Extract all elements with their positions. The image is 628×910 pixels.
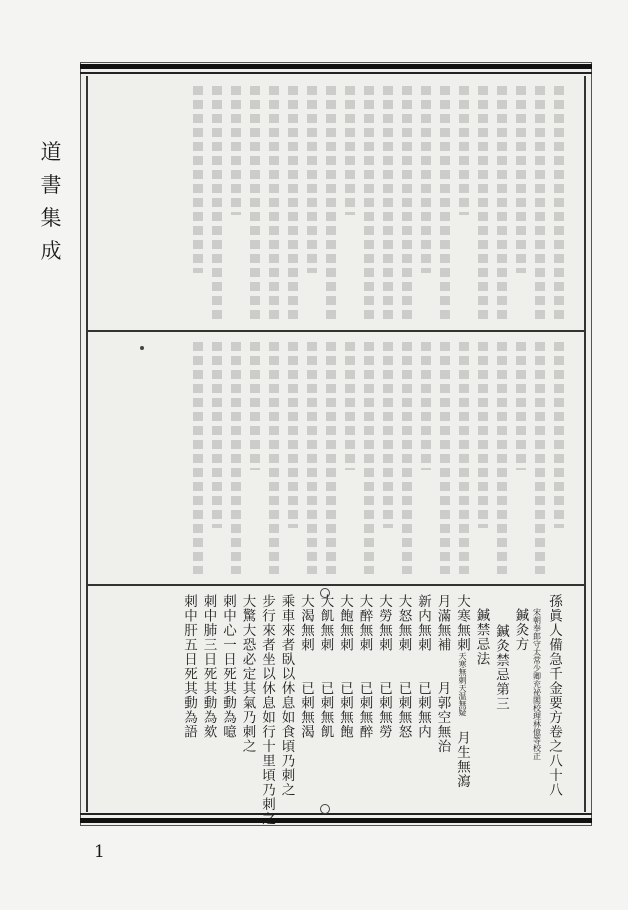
text-column: 刺中肝五日死其動為語 xyxy=(181,594,197,739)
ink-dot xyxy=(140,346,144,350)
column-note: 已刺無勞 xyxy=(376,681,392,739)
column-main: 新内無刺 xyxy=(415,594,431,652)
side-title-char: 集 xyxy=(40,206,62,230)
column-main: 大醉無刺 xyxy=(356,594,373,652)
text-column xyxy=(377,594,391,739)
text-column xyxy=(338,594,352,739)
panel-middle xyxy=(86,332,586,586)
side-title-char: 書 xyxy=(40,173,62,197)
text-column: 鍼灸禁忌第三 xyxy=(493,624,509,711)
side-title xyxy=(34,142,68,262)
circle-mark xyxy=(320,804,330,814)
column-subnote: 天寒無刺天温無疑 xyxy=(458,652,467,716)
top-rule xyxy=(80,64,592,69)
text-column: 步行來者坐以休息如行十里頃乃刺之 xyxy=(259,594,275,826)
bottom-rule xyxy=(80,818,592,823)
column-main: 大飽無刺 xyxy=(337,594,353,652)
column-note: 已刺無渴 xyxy=(298,681,314,739)
text-column: 乘車來者臥以休息如食頃乃刺之 xyxy=(278,594,295,797)
column-main: 大飢無刺 xyxy=(317,594,334,652)
column-main: 大寒無刺 xyxy=(454,594,470,652)
text-column xyxy=(396,594,410,739)
text-columns xyxy=(181,594,562,826)
bleed-through-text xyxy=(108,86,564,320)
text-column xyxy=(455,594,469,789)
text-column-pair xyxy=(455,594,469,789)
column-note: 月生無瀉 xyxy=(454,730,470,789)
text-column: 刺中肺三日死其動為欬 xyxy=(200,594,217,739)
text-column-note: 宋朝奉郎守太常少卿充祕閣校理林億等校正 xyxy=(532,608,542,760)
column-note: 已刺無飢 xyxy=(317,681,334,739)
bleed-through-text xyxy=(108,342,564,574)
text-column: 刺中心一日死其動為噫 xyxy=(220,594,236,739)
side-title-char: 成 xyxy=(40,239,62,263)
column-note: 已刺無醉 xyxy=(356,681,373,739)
text-column xyxy=(318,594,332,739)
panel-top xyxy=(86,76,586,332)
text-column xyxy=(435,594,449,754)
column-main: 大渴無刺 xyxy=(298,594,314,652)
text-column: 鍼灸方 xyxy=(512,608,529,652)
column-main: 大勞無刺 xyxy=(376,594,392,652)
column-main: 大怒無刺 xyxy=(395,594,412,652)
column-note: 月郭空無治 xyxy=(434,681,451,754)
column-main: 月滿無補 xyxy=(434,594,451,652)
text-column xyxy=(299,594,313,739)
bottom-rule-thin xyxy=(80,813,592,815)
panel-text xyxy=(86,586,586,826)
page-number: 1 xyxy=(94,842,105,862)
side-title-char: 道 xyxy=(40,140,62,164)
text-column: 孫眞人備急千金要方卷之八十八 xyxy=(546,594,562,797)
column-note: 已刺無内 xyxy=(415,681,431,739)
text-column xyxy=(357,594,371,739)
top-rule-thin xyxy=(80,72,592,74)
text-column: 鍼禁忌法 xyxy=(473,608,490,666)
column-note: 已刺無飽 xyxy=(337,681,353,739)
column-note: 已刺無怒 xyxy=(395,681,412,739)
text-column xyxy=(416,594,430,739)
text-column: 大驚大恐必定其氣乃刺之 xyxy=(239,594,256,754)
